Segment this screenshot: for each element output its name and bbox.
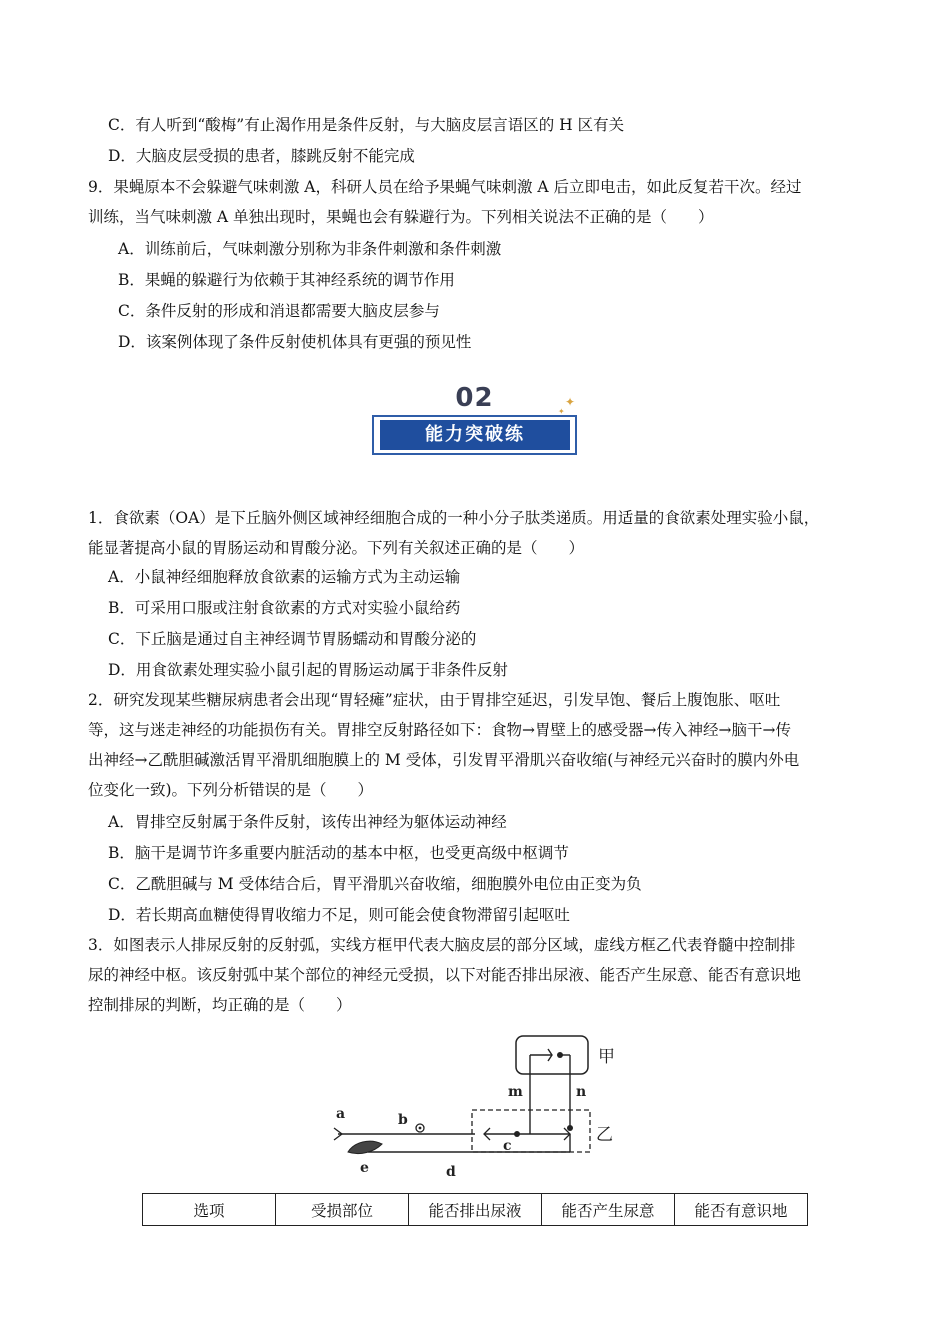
p1-option-c: C．下丘脑是通过自主神经调节胃肠蠕动和胃酸分泌的: [108, 630, 477, 648]
table-header-cell: 受损部位: [276, 1194, 409, 1226]
table-header-cell: 能否产生尿意: [542, 1194, 675, 1226]
section-number: 02: [455, 383, 494, 413]
options-table: [142, 1193, 808, 1226]
q9-option-c: C．条件反射的形成和消退都需要大脑皮层参与: [118, 302, 440, 320]
label-a: a: [336, 1106, 346, 1122]
q9-stem-line-2: 训练，当气味刺激 A 单独出现时，果蝇也会有躲避行为。下列相关说法不正确的是（ ）: [88, 208, 714, 226]
p2-option-a: A．胃排空反射属于条件反射，该传出神经为躯体运动神经: [108, 813, 507, 831]
p1-option-d: D．用食欲素处理实验小鼠引起的胃肠运动属于非条件反射: [108, 661, 508, 679]
label-m: m: [508, 1084, 523, 1100]
q8-option-c: C．有人听到“酸梅”有止渴作用是条件反射，与大脑皮层言语区的 H 区有关: [108, 116, 625, 134]
p1-option-b: B．可采用口服或注射食欲素的方式对实验小鼠给药: [108, 599, 461, 617]
label-e: e: [360, 1160, 369, 1176]
label-n: n: [576, 1084, 587, 1100]
spinal-box-yi: [472, 1110, 590, 1152]
sparkle-icon: ✦: [565, 395, 576, 409]
q9-option-a: A．训练前后，气味刺激分别称为非条件刺激和条件刺激: [118, 240, 502, 258]
table-header-cell: 选项: [143, 1194, 276, 1226]
p2-stem-line-4: 位变化一致)。下列分析错误的是（ ）: [88, 781, 374, 799]
reflex-arc-diagram: [320, 1030, 640, 1180]
p3-stem-line-3: 控制排尿的判断，均正确的是（ ）: [88, 996, 352, 1014]
p2-option-b: B．脑干是调节许多重要内脏活动的基本中枢，也受更高级中枢调节: [108, 844, 569, 862]
label-c: c: [503, 1138, 512, 1154]
p2-stem-line-3: 出神经→乙酰胆碱激活胃平滑肌细胞膜上的 M 受体，引发胃平滑肌兴奋收缩(与神经元兴奋时的膜内外电: [88, 751, 800, 769]
table-header-cell: 能否有意识地: [675, 1194, 808, 1226]
p1-option-a: A．小鼠神经细胞释放食欲素的运输方式为主动运输: [108, 568, 461, 586]
q8-option-d: D．大脑皮层受损的患者，膝跳反射不能完成: [108, 147, 415, 165]
table-header-row: [143, 1194, 808, 1226]
p3-stem-line-2: 尿的神经中枢。该反射弧中某个部位的神经元受损，以下对能否排出尿液、能否产生尿意、能否有意识地: [88, 966, 802, 984]
q9-option-d: D．该案例体现了条件反射使机体具有更强的预见性: [118, 333, 472, 351]
p2-stem-line-1: 2．研究发现某些糖尿病患者会出现“胃轻瘫”症状，由于胃排空延迟，引发早饱、餐后上腹饱胀、呕吐: [88, 691, 781, 709]
p1-stem-line-1: 1．食欲素（OA）是下丘脑外侧区域神经细胞合成的一种小分子肽类递质。用适量的食欲素处理实验小鼠，: [88, 509, 820, 527]
p2-stem-line-2: 等，这与迷走神经的功能损伤有关。胃排空反射路径如下：食物→胃壁上的感受器→传入神经→脑干→传: [88, 721, 791, 739]
q9-stem-line-1: 9．果蝇原本不会躲避气味刺激 A，科研人员在给予果蝇气味刺激 A 后立即电击，如此反复若干次。经过: [88, 178, 802, 196]
p1-stem-line-2: 能显著提高小鼠的胃肠运动和胃酸分泌。下列有关叙述正确的是（ ）: [88, 539, 585, 557]
p2-option-c: C．乙酰胆碱与 M 受体结合后，胃平滑肌兴奋收缩，细胞膜外电位由正变为负: [108, 875, 642, 893]
p3-stem-line-1: 3．如图表示人排尿反射的反射弧，实线方框甲代表大脑皮层的部分区域，虚线方框乙代表脊髓中控制排: [88, 936, 796, 954]
table-header-cell: 能否排出尿液: [409, 1194, 542, 1226]
label-d: d: [446, 1164, 456, 1180]
label-yi: 乙: [596, 1125, 613, 1145]
sparkle-small-icon: ✦: [558, 407, 565, 416]
label-b: b: [398, 1112, 408, 1128]
q9-option-b: B．果蝇的躲避行为依赖于其神经系统的调节作用: [118, 271, 455, 289]
p2-option-d: D．若长期高血糖使得胃收缩力不足，则可能会使食物滞留引起呕吐: [108, 906, 570, 924]
section-title: 能力突破练: [380, 420, 570, 450]
label-jia: 甲: [598, 1047, 615, 1067]
section-badge: [372, 383, 582, 465]
